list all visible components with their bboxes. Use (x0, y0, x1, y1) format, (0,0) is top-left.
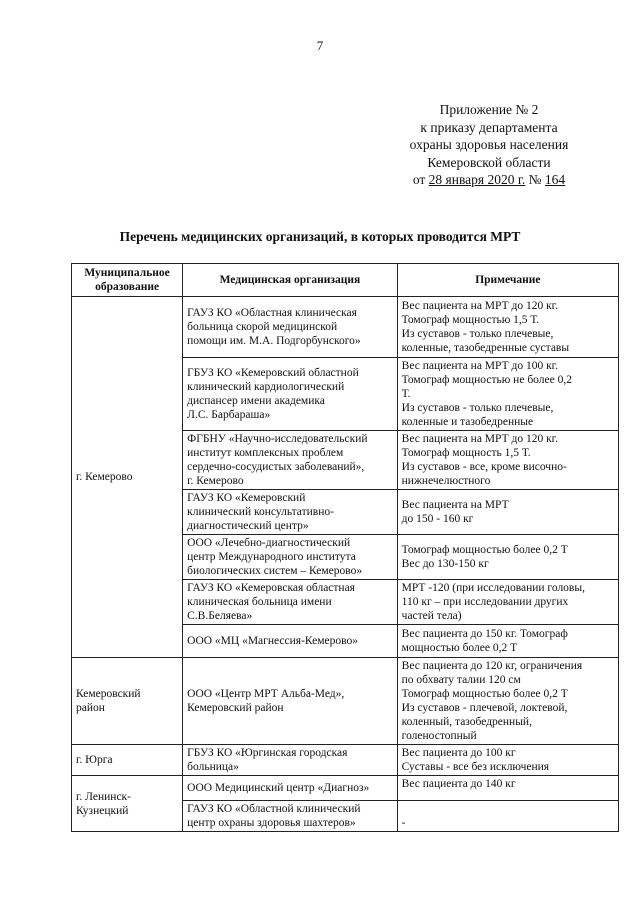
appendix-header (380, 101, 598, 189)
group-kemerovo-district (72, 658, 183, 745)
cell-line: Вес до 130-150 кг (401, 558, 489, 570)
mri-organizations-table (71, 263, 619, 832)
org-cell (183, 535, 398, 580)
cell-line: диспансер имени академика (187, 395, 325, 407)
org-cell (183, 580, 398, 625)
cell-line: Вес пациента до 140 кг (401, 778, 516, 790)
org-cell (183, 776, 398, 801)
cell-line: диагностический центр» (187, 520, 309, 532)
cell-line: Вес пациента до 150 кг. Томограф (401, 628, 568, 640)
cell-line: коленный, тазобедренный, (401, 716, 532, 728)
cell-line: коленные, тазобедренные суставы (401, 342, 570, 354)
cell-line: С.В.Беляева» (187, 610, 253, 622)
org-cell (183, 490, 398, 535)
note-cell (397, 776, 618, 801)
note-cell (397, 745, 618, 776)
cell-line: ГБУЗ КО «Кемеровский областной (187, 367, 359, 379)
cell-line: Из суставов - плечевой, локтевой, (401, 702, 568, 714)
cell-line: Вес пациента до 100 кг (401, 747, 516, 759)
org-cell (183, 745, 398, 776)
note-cell (397, 535, 618, 580)
cell-line: институт комплексных проблем (187, 447, 344, 459)
note-cell (397, 431, 618, 490)
group-leninsk (72, 776, 183, 832)
cell-line: частей тела) (401, 610, 462, 622)
appendix-line: Кемеровской области (427, 154, 551, 170)
cell-line: район (76, 702, 105, 714)
cell-line: нижнечелюстного (401, 475, 491, 487)
cell-line: Из суставов - только плечевые, (401, 328, 554, 340)
cell-line: Л.С. Барбараша» (187, 409, 271, 421)
cell-line: ООО «Центр МРТ Альба-Мед», (187, 688, 345, 700)
cell-line: Из суставов - только плечевые, (401, 402, 554, 414)
order-date: 28 января 2020 г. (428, 172, 526, 187)
cell-line: г. Ленинск- (76, 790, 131, 803)
cell-line: Томограф мощностью более 0,2 Т (401, 688, 568, 700)
cell-line: биологических систем – Кемерово» (187, 565, 363, 577)
cell-line: ГАУЗ КО «Кемеровская областная (187, 582, 355, 594)
cell-line: - (401, 817, 406, 829)
cell-line: ГАУЗ КО «Кемеровский (187, 492, 306, 504)
note-cell (397, 801, 618, 832)
cell-line: Кемеровский (76, 688, 141, 700)
cell-line: до 150 - 160 кг (401, 513, 474, 525)
cell-line: МРТ -120 (при исследовании головы, (401, 582, 585, 594)
cell-line: Т. (401, 388, 411, 400)
cell-line: коленные и тазобедренные (401, 416, 534, 428)
table-header-row (72, 264, 619, 297)
note-cell (397, 297, 618, 358)
group-yurga: г. Юрга (72, 745, 183, 776)
note-cell (397, 490, 618, 535)
cell-line: Томограф мощностью 1,5 Т. (401, 314, 540, 326)
group-kemerovo: г. Кемерово (72, 297, 183, 658)
cell-line: ФГБНУ «Научно-исследовательский (187, 433, 368, 445)
cell-line: Томограф мощностью более 0,2 Т (401, 544, 568, 556)
cell-line: Вес пациента до 120 кг, ограничения (401, 660, 583, 672)
cell-line: клиническая больница имени (187, 596, 332, 608)
cell-line: ГАУЗ КО «Областной клинический (187, 803, 361, 815)
cell-line: Кемеровский район (187, 702, 284, 714)
cell-line: 110 кг – при исследовании других (401, 596, 569, 608)
org-cell (183, 297, 398, 358)
table-row (72, 297, 619, 358)
cell-line: ГАУЗ КО «Областная клиническая (187, 307, 357, 319)
cell-line: ООО «Лечебно-диагностический (187, 537, 351, 549)
note-cell (397, 658, 618, 745)
org-cell (183, 625, 398, 658)
cell-line: Вес пациента на МРТ до 100 кг. (401, 360, 558, 372)
header-organization: Медицинская организация (183, 264, 398, 297)
org-cell (183, 358, 398, 431)
cell-line: ООО «МЦ «Магнессия-Кемерово» (187, 635, 358, 647)
cell-line: центр охраны здоровья шахтеров» (187, 817, 356, 829)
document-title: Перечень медицинских организаций, в которых проводится МРТ (119, 229, 521, 244)
page-number: 7 (316, 38, 324, 53)
cell-line: Вес пациента на МРТ до 120 кг. (401, 433, 558, 445)
note-cell (397, 625, 618, 658)
appendix-line: охраны здоровья населения (409, 137, 569, 152)
table-row (72, 776, 619, 801)
date-prefix: от (412, 172, 429, 187)
cell-line: Вес пациента на МРТ до 120 кг. (401, 300, 558, 312)
table-row (72, 745, 619, 776)
cell-line: Томограф мощность 1,5 Т. (401, 447, 531, 459)
header-municipal (72, 264, 183, 297)
cell-line: больница» (187, 761, 239, 773)
number-prefix: № (525, 172, 545, 187)
note-cell (397, 358, 618, 431)
cell-line: Томограф мощностью не более 0,2 (401, 374, 572, 386)
cell-line: мощностью более 0,2 Т (401, 642, 518, 654)
cell-line: Суставы - все без исключения (401, 761, 550, 773)
org-cell (183, 431, 398, 490)
header-note: Примечание (397, 264, 618, 297)
cell-line: Из суставов - все, кроме височно- (401, 461, 567, 473)
org-cell (183, 801, 398, 832)
cell-line: больница скорой медицинской (187, 321, 338, 333)
order-number: 164 (544, 172, 566, 187)
cell-line: г. Кемерово (187, 475, 244, 487)
appendix-line: Приложение № 2 (439, 102, 539, 117)
cell-line: Вес пациента на МРТ (401, 499, 509, 511)
cell-line: ГБУЗ КО «Юргинская городская (187, 747, 348, 759)
cell-line: по обхвату талии 120 см (401, 674, 521, 686)
cell-line: сердечно-сосудистых заболеваний», (187, 461, 365, 473)
appendix-line: к приказу департамента (420, 119, 558, 135)
appendix-date-line (380, 171, 598, 189)
org-cell (183, 658, 398, 745)
cell-line: центр Международного института (187, 551, 356, 563)
table-row (72, 658, 619, 745)
cell-line: клинический кардиологический (187, 381, 345, 393)
header-text: образование (95, 281, 160, 293)
cell-line: Кузнецкий (76, 804, 129, 817)
note-cell (397, 580, 618, 625)
cell-line: клинический консультативно- (187, 506, 334, 518)
cell-line: помощи им. М.А. Подгорбунского» (187, 335, 361, 347)
cell-line: голеностопный (401, 730, 477, 742)
cell-line: ООО Медицинский центр «Диагноз» (187, 782, 370, 794)
header-text: Муниципальное (84, 267, 170, 279)
